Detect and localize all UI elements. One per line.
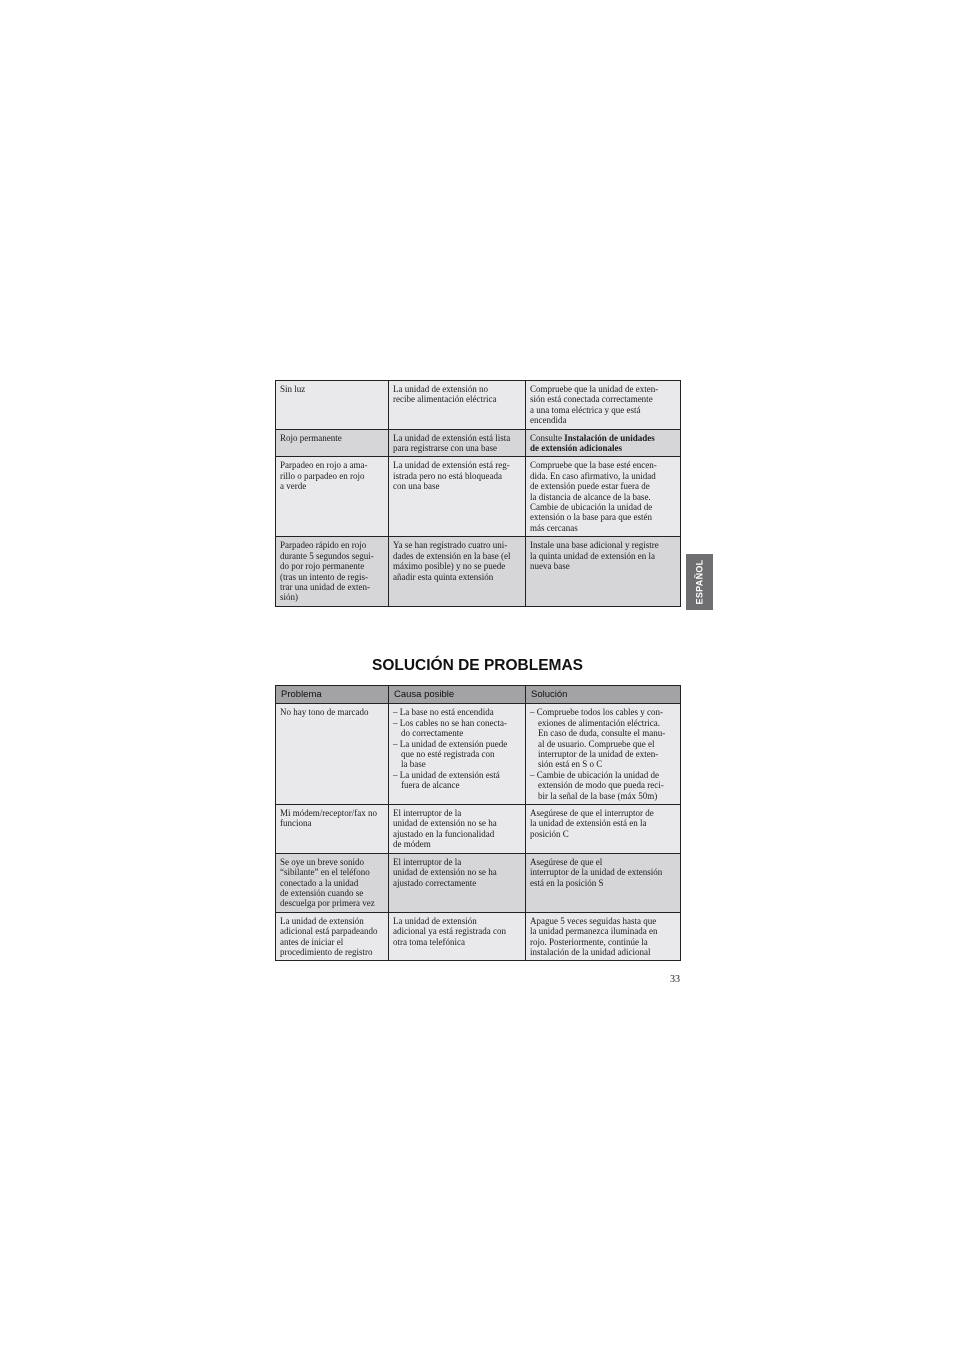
table-row xyxy=(276,457,681,537)
table-cell: – La base no está encendida – Los cables no se han conecta- do correctamente – La unidad de extensión puede que no esté registrada con la base – La unidad de extensión está fuera de alcance xyxy=(389,704,526,805)
table-row xyxy=(276,429,681,457)
table-header-row xyxy=(276,686,681,704)
table-cell: Mi módem/receptor/fax no funciona xyxy=(276,805,389,854)
table-row xyxy=(276,381,681,430)
table-cell: El interruptor de la unidad de extensión no se ha ajustado en la funcionalidad de módem xyxy=(389,805,526,854)
table-cell: Sin luz xyxy=(276,381,389,430)
table-cell: Se oye un breve sonido “sibilante” en el teléfono conectado a la unidad de extensión cuando se descuelga por primera vez xyxy=(276,853,389,912)
table-row xyxy=(276,704,681,805)
manual-section-reference: de extensión adicionales xyxy=(530,443,623,454)
table-cell: Compruebe que la unidad de exten- sión está conectada correctamente a una toma eléctrica y que está encendida xyxy=(526,381,681,430)
table-cell: Consulte Instalación de unidades de extensión adicionales xyxy=(526,429,681,457)
table-cell: No hay tono de marcado xyxy=(276,704,389,805)
section-title: SOLUCIÓN DE PROBLEMAS xyxy=(372,657,583,674)
manual-section-reference: Instalación de unidades xyxy=(564,432,655,443)
table-cell: Asegúrese de que el interruptor de la unidad de extensión está en la posición C xyxy=(526,805,681,854)
led-status-table xyxy=(275,380,681,607)
page-number: 33 xyxy=(670,974,680,985)
table-row xyxy=(276,537,681,606)
column-header-solution: Solución xyxy=(526,686,681,704)
table-row xyxy=(276,853,681,912)
troubleshooting-table xyxy=(275,685,681,961)
table-cell: El interruptor de la unidad de extensión no se ha ajustado correctamente xyxy=(389,853,526,912)
column-header-cause: Causa posible xyxy=(389,686,526,704)
table-cell: La unidad de extensión está reg- istrada pero no está bloqueada con una base xyxy=(389,457,526,537)
table-cell: Asegúrese de que el interruptor de la unidad de extensión está en la posición S xyxy=(526,853,681,912)
language-side-tab xyxy=(686,554,713,610)
table-cell: Apague 5 veces seguidas hasta que la unidad permanezca iluminada en rojo. Posteriormente, continúe la instalación de la unidad adicional xyxy=(526,912,681,961)
table-cell: – Compruebe todos los cables y con- exiones de alimentación eléctrica. En caso de duda, consulte el manu- al de usuario. Compruebe que el interruptor de la unidad de exten- sión está en S o C – Cambie de ubicación la unidad de extensión de modo que pueda reci- bir la señal de la base (máx 50m) xyxy=(526,704,681,805)
table-row xyxy=(276,805,681,854)
table-cell: La unidad de extensión adicional ya está registrada con otra toma telefónica xyxy=(389,912,526,961)
table-cell: La unidad de extensión está lista para registrarse con una base xyxy=(389,429,526,457)
table-cell: Parpadeo rápido en rojo durante 5 segundos segui- do por rojo permanente (tras un intento de regis- trar una unidad de exten- sión) xyxy=(276,537,389,606)
table-cell: La unidad de extensión adicional está parpadeando antes de iniciar el procedimiento de registro xyxy=(276,912,389,961)
table-cell: Rojo permanente xyxy=(276,429,389,457)
table-cell: La unidad de extensión no recibe alimentación eléctrica xyxy=(389,381,526,430)
table-cell: Parpadeo en rojo a ama- rillo o parpadeo en rojo a verde xyxy=(276,457,389,537)
table-cell: Instale una base adicional y registre la quinta unidad de extensión en la nueva base xyxy=(526,537,681,606)
table-cell: Compruebe que la base esté encen- dida. En caso afirmativo, la unidad de extensión puede estar fuera de la distancia de alcance de la base. Cambie de ubicación la unidad de extensión o la base para que estén más cercanas xyxy=(526,457,681,537)
table-cell: Ya se han registrado cuatro uni- dades de extensión en la base (el máximo posible) y no se puede añadir esta quinta extensión xyxy=(389,537,526,606)
language-label: ESPAÑOL xyxy=(694,559,705,605)
column-header-problem: Problema xyxy=(276,686,389,704)
table-row xyxy=(276,912,681,961)
